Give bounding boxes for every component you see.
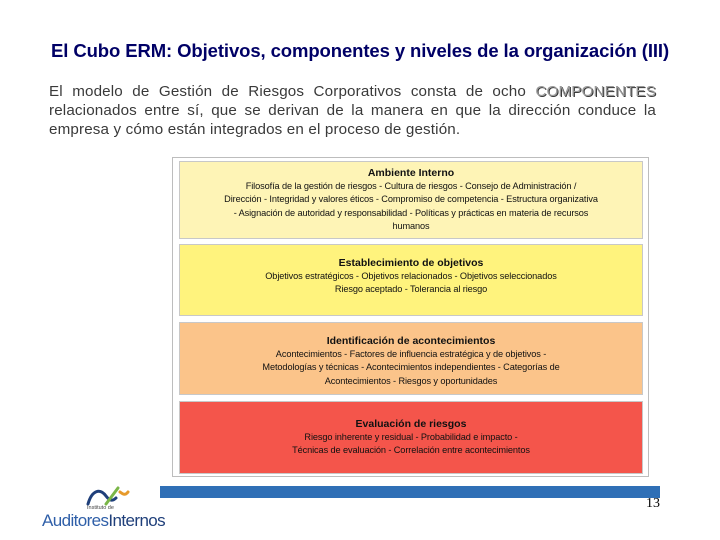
component-line: humanos — [392, 221, 430, 232]
component-line: Riesgo inherente y residual - Probabilidad e impacto - — [304, 432, 518, 442]
erm-components-diagram — [172, 157, 649, 477]
component-box-evaluacion-riesgos — [179, 401, 643, 474]
component-line: - Asignación de autoridad y responsabilidad - Políticas y prácticas en materia de recursos — [233, 207, 589, 218]
component-line: Riesgo aceptado - Tolerancia al riesgo — [334, 284, 488, 295]
intro-paragraph — [49, 82, 656, 139]
component-title: Evaluación de riesgos — [355, 418, 467, 430]
component-line: Filosofía de la gestión de riesgos - Cultura de riesgos - Consejo de Administración / — [245, 181, 577, 191]
component-line: Dirección - Integridad y valores éticos - Compromiso de competencia - Estructura organizativa — [224, 194, 598, 205]
component-title: Ambiente Interno — [367, 167, 455, 179]
component-box-ambiente-interno — [179, 161, 643, 239]
page-number: 13 — [646, 496, 660, 511]
component-box-identificacion-acontecimientos — [179, 322, 643, 395]
institute-logo — [42, 482, 167, 532]
component-line: Acontecimientos - Riesgos y oportunidades — [324, 375, 498, 386]
component-line: Metodologías y técnicas - Acontecimientos independientes - Categorías de — [262, 362, 560, 373]
component-line: Técnicas de evaluación - Correlación entre acontecimientos — [292, 445, 530, 456]
logo-wordmark — [42, 511, 165, 531]
logo-word-auditores: Auditores — [42, 511, 109, 530]
component-title: Identificación de acontecimientos — [326, 335, 496, 347]
slide-title: El Cubo ERM: Objetivos, componentes y niveles de la organización (III) — [51, 40, 669, 61]
footer-bar — [160, 486, 660, 498]
logo-word-internos: Internos — [108, 511, 166, 530]
intro-text-end: relacionados entre sí, que se derivan de la manera en que la dirección conduce la empresa y cómo están integrados en el proceso de gestión. — [49, 102, 656, 138]
intro-keyword: COMPONENTES — [535, 83, 656, 100]
component-title: Establecimiento de objetivos — [338, 257, 484, 269]
component-line: Acontecimientos - Factores de influencia estratégica y de objetivos - — [275, 349, 547, 359]
component-line: Objetivos estratégicos - Objetivos relacionados - Objetivos seleccionados — [265, 271, 557, 281]
component-box-establecimiento-objetivos — [179, 244, 643, 316]
logo-small-text: Instituto de — [87, 505, 114, 511]
intro-text-start: El modelo de Gestión de Riesgos Corporativos consta de ocho — [49, 83, 536, 100]
